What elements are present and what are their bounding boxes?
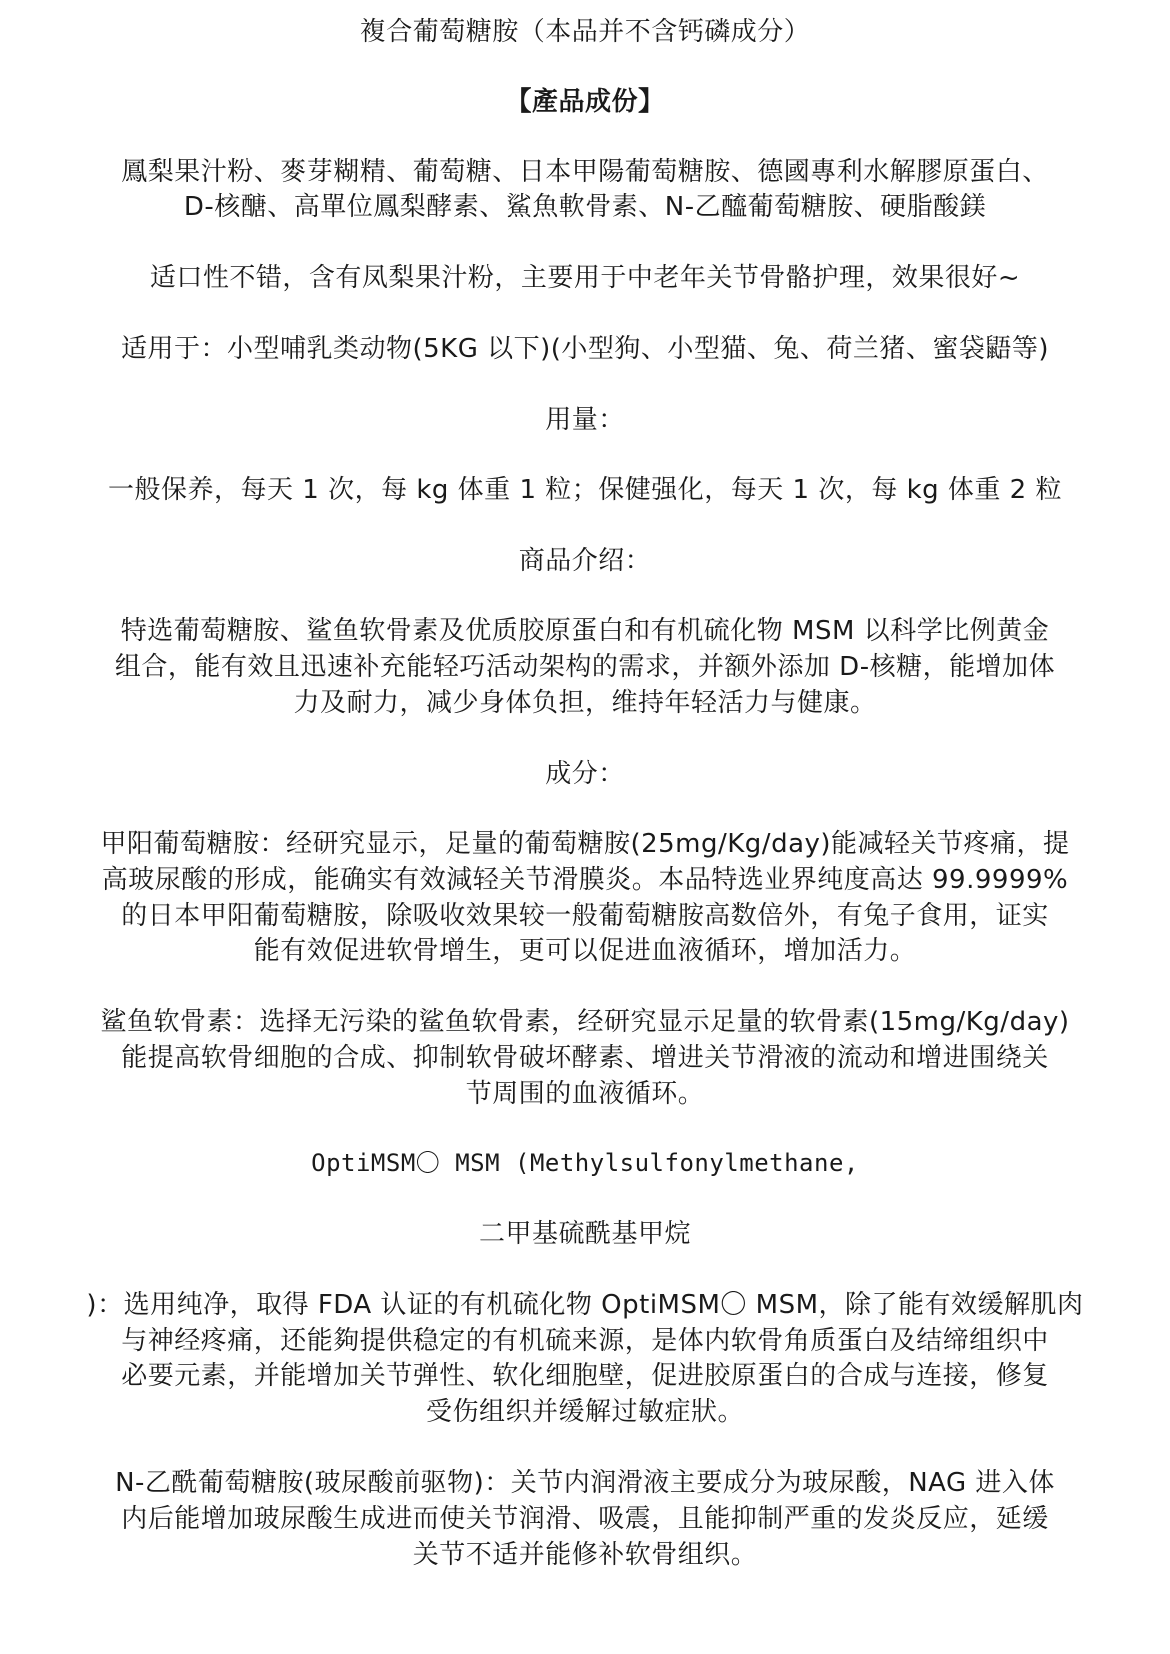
intro-line-3: 力及耐力，减少身体负担，维持年轻活力与健康。 bbox=[293, 688, 877, 718]
chondroitin-line-2: 能提高软骨细胞的合成、抑制软骨破坏酵素、增进关节滑液的流动和增进围绕关 bbox=[121, 1043, 1049, 1073]
nag-line-2: 内后能增加玻尿酸生成进而使关节润滑、吸震，且能抑制严重的发炎反应，延缓 bbox=[121, 1504, 1049, 1534]
applicable-animals: 适用于：小型哺乳类动物(5KG 以下)(小型狗、小型猫、兔、荷兰猪、蜜袋鼯等) bbox=[120, 334, 1050, 364]
intro-line-2: 组合，能有效且迅速补充能轻巧活动架构的需求，并额外添加 D-核糖，能增加体 bbox=[114, 652, 1056, 682]
msm-name-line: OptiMSM〇 MSM (Methylsulfonylmethane, bbox=[311, 1149, 859, 1177]
chondroitin-line-3: 节周围的血液循环。 bbox=[465, 1079, 705, 1109]
ingredients-line-1: 鳳梨果汁粉、麥芽糊精、葡萄糖、日本甲陽葡萄糖胺、德國專利水解膠原蛋白、 bbox=[121, 157, 1049, 187]
msm-line-3: 必要元素，并能增加关节弹性、软化细胞壁，促进胶原蛋白的合成与连接，修复 bbox=[121, 1361, 1049, 1391]
intro-heading: 商品介绍： bbox=[518, 546, 652, 576]
ingredients-heading: 【產品成份】 bbox=[505, 87, 665, 117]
palatability-note: 适口性不错，含有凤梨果汁粉，主要用于中老年关节骨骼护理，效果很好~ bbox=[149, 263, 1021, 293]
msm-line-2: 与神经疼痛，还能夠提供稳定的有机硫来源，是体内软骨角质蛋白及结缔组织中 bbox=[121, 1326, 1049, 1356]
nag-line-1: N-乙酰葡萄糖胺(玻尿酸前驱物)：关节内润滑液主要成分为玻尿酸，NAG 进入体 bbox=[115, 1468, 1055, 1498]
msm-chinese-name: 二甲基硫酰基甲烷 bbox=[478, 1219, 691, 1249]
chondroitin-line-1: 鲨鱼软骨素：选择无污染的鲨鱼软骨素，经研究显示足量的软骨素(15mg/Kg/day) bbox=[100, 1007, 1070, 1037]
components-heading: 成分： bbox=[545, 759, 625, 789]
msm-line-4: 受伤组织并缓解过敏症狀。 bbox=[425, 1397, 744, 1427]
glucosamine-line-1: 甲阳葡萄糖胺：经研究显示，足量的葡萄糖胺(25mg/Kg/day)能减轻关节疼痛，提 bbox=[100, 829, 1070, 859]
intro-line-1: 特选葡萄糖胺、鲨鱼软骨素及优质胶原蛋白和有机硫化物 MSM 以科学比例黄金 bbox=[120, 616, 1050, 646]
msm-line-1: )：选用纯净，取得 FDA 认证的有机硫化物 OptiMSM〇 MSM，除了能有效缓解肌肉 bbox=[86, 1290, 1084, 1320]
dosage-heading: 用量： bbox=[545, 405, 625, 435]
ingredients-line-2: D-核醣、高單位鳳梨酵素、鯊魚軟骨素、N-乙醯葡萄糖胺、硬脂酸鎂 bbox=[183, 192, 987, 222]
dosage-text: 一般保养，每天 1 次，每 kg 体重 1 粒；保健强化，每天 1 次，每 kg 体重 2 粒 bbox=[108, 475, 1062, 505]
glucosamine-line-3: 的日本甲阳葡萄糖胺，除吸收效果较一般葡萄糖胺高数倍外，有兔子食用，证实 bbox=[121, 901, 1049, 931]
nag-line-3: 关节不适并能修补软骨组织。 bbox=[412, 1540, 758, 1570]
glucosamine-line-2: 高玻尿酸的形成，能确实有效減轻关节滑膜炎。本品特选业界纯度高达 99.9999% bbox=[101, 865, 1069, 895]
glucosamine-line-4: 能有效促进软骨增生，更可以促进血液循环，增加活力。 bbox=[253, 936, 917, 966]
product-title: 複合葡萄糖胺（本品并不含钙磷成分） bbox=[359, 17, 811, 47]
